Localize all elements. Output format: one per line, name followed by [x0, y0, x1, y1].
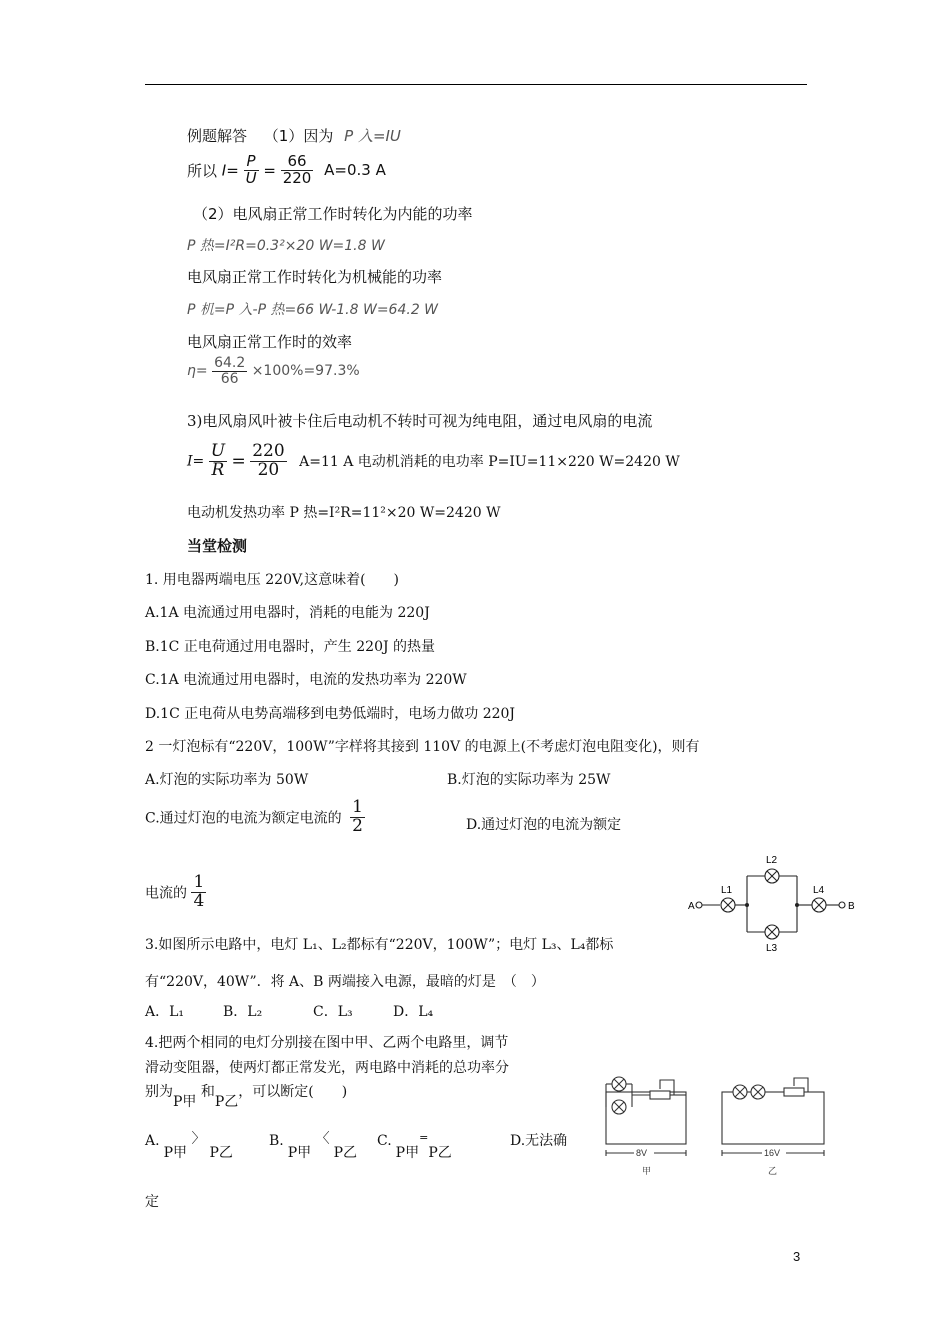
p-yi: P乙: [209, 1145, 233, 1161]
frac-denominator: 220: [282, 168, 312, 187]
q2-option-a: A.灯泡的实际功率为 50W: [145, 772, 309, 788]
q1-option-a: A.1A 电流通过用电器时，消耗的电能为 220J: [145, 605, 430, 621]
header-rule: [145, 84, 807, 85]
so-label: 所以: [187, 161, 218, 180]
frac-numerator: 66: [281, 154, 314, 171]
frac-denominator: U: [245, 168, 257, 187]
p-jia: P甲: [163, 1145, 187, 1161]
part3-result: A=11 A 电动机消耗的电功率 P=IU=11×220 W=2420 W: [299, 454, 680, 471]
fraction-220-over-20: [250, 443, 286, 480]
frac-denominator: R: [211, 459, 225, 480]
rheostat-jia-icon: [650, 1091, 670, 1099]
label-yi: 乙: [768, 1166, 778, 1176]
terminal-a: [696, 902, 702, 908]
label-l1: L1: [721, 885, 733, 896]
q4-line3-suffix: ，可以断定( ): [238, 1084, 348, 1100]
p-jia: P甲: [395, 1145, 420, 1161]
label-l4: L4: [813, 885, 825, 896]
frac-numerator: 220: [252, 441, 285, 461]
label-l3: L3: [766, 943, 778, 954]
q3-option-a: A．L₁: [145, 1004, 185, 1020]
frac-numerator: 1: [352, 797, 363, 817]
page-number: 3: [793, 1249, 801, 1264]
rheostat-yi-icon: [784, 1088, 804, 1096]
q4-line3-prefix: 别为: [145, 1084, 173, 1100]
q2-option-b: B.灯泡的实际功率为 25W: [447, 772, 611, 788]
i-prefix: I=: [221, 161, 239, 180]
heat-power-text: 电动机发热功率 P 热=I²R=11²×20 W=2420 W: [187, 505, 501, 521]
q4-option-b-label: B.: [269, 1133, 284, 1149]
q1-option-b: B.1C 正电荷通过用电器时，产生 220J 的热量: [145, 639, 436, 655]
q4-option-c: [377, 1130, 452, 1161]
relation-equal: =: [419, 1131, 429, 1144]
p-jia: P甲: [173, 1094, 197, 1110]
q2-option-c: [145, 799, 365, 836]
section-title: 当堂检测: [187, 537, 248, 555]
fraction-p-over-u: [244, 154, 259, 187]
answers-heading: 例题解答: [187, 127, 248, 145]
p-yi: P乙: [428, 1145, 452, 1161]
frac-denominator: 66: [220, 370, 239, 387]
i3-prefix: I=: [187, 453, 205, 470]
p-jia: P甲: [287, 1145, 312, 1161]
q4-stem-line2: 滑动变阻器，使两灯都正常发光，两电路中消耗的总功率分: [145, 1060, 509, 1076]
q4-option-d-continued: 定: [145, 1194, 159, 1210]
q3-option-b: B．L₂: [223, 1004, 263, 1020]
label-b: B: [848, 901, 855, 912]
eta-prefix: η=: [187, 363, 208, 380]
q2-stem: 2 一灯泡标有“220V，100W”字样将其接到 110V 的电源上(不考虑灯泡电阻变化)，则有: [145, 739, 700, 755]
q4-option-c-label: C.: [377, 1133, 392, 1149]
q1-option-c: C.1A 电流通过用电器时，电流的发热功率为 220W: [145, 672, 467, 688]
label-jia: 甲: [642, 1166, 652, 1176]
q2-option-d-continued: [145, 874, 206, 911]
relation-greater: 〉: [191, 1131, 206, 1147]
mech-power-title: 电风扇正常工作时转化为机械能的功率: [187, 268, 443, 286]
q2-option-d-cont-text: 电流的: [145, 885, 187, 902]
fraction-one-quarter: [191, 874, 206, 911]
part1-intro: （1）因为: [263, 127, 334, 145]
q4-stem-line1: 4.把两个相同的电灯分别接在图中甲、乙两个电路里，调节: [145, 1035, 509, 1051]
frac-denominator: 2: [352, 815, 363, 836]
label-l2: L2: [766, 855, 778, 866]
fraction-one-half: [350, 799, 365, 836]
part3-equation: I= $\frac{U}{R}$ = $\frac{220}{20}$ A=11 A 电动机消耗的电功率 P=IU=11×220 W=2420 W: [187, 441, 680, 480]
label-a: A: [688, 901, 695, 912]
q3-circuit-diagram: [683, 848, 855, 956]
frac-numerator: P: [244, 154, 259, 171]
heat-power-equation: P 热=I²R=0.3²×20 W=1.8 W: [187, 238, 385, 254]
current-result: A=0.3 A: [324, 161, 386, 180]
q3-option-c: C．L₃: [313, 1004, 353, 1020]
frac-numerator: U: [210, 441, 226, 461]
q3-stem-line2: 有“220V，40W”．将 A、B 两端接入电源，最暗的灯是 （ ）: [145, 974, 545, 990]
p-in-equation: P 入=IU: [344, 127, 401, 145]
frac-numerator: 64.2: [214, 355, 246, 371]
fraction-66-over-220: [281, 154, 314, 187]
q4-option-a: [145, 1130, 233, 1161]
efficiency-equation: [187, 356, 360, 386]
frac-numerator: 1: [193, 872, 205, 892]
q4-stem-line3: [145, 1081, 348, 1110]
q2-option-d: D.通过灯泡的电流为额定: [466, 817, 622, 833]
p-yi: P乙: [333, 1145, 358, 1161]
fraction-eta: [212, 356, 247, 386]
q4-option-d: D.无法确: [510, 1133, 568, 1149]
q3-option-d: D．L₄: [393, 1004, 434, 1020]
label-16v: 16V: [764, 1148, 781, 1158]
q3-stem-line1: 3.如图所示电路中，电灯 L₁、L₂都标有“220V，100W”；电灯 L₃、L₄都标: [145, 937, 614, 953]
current-equation: 所以 I= $\frac{P}{U}$ = $\frac{66}{220}$ A=0.3 A: [187, 152, 386, 187]
p-yi: P乙: [214, 1094, 239, 1110]
q1-option-d: D.1C 正电荷从电势高端移到电势低端时，电场力做功 220J: [145, 706, 516, 722]
q1-stem: 1. 用电器两端电压 220V,这意味着( ): [145, 572, 400, 588]
eta-result: ×100%=97.3%: [251, 363, 360, 380]
part3-text: 3)电风扇风叶被卡住后电动机不转时可视为纯电阻，通过电风扇的电流: [187, 412, 653, 430]
part2-title: （2）电风扇正常工作时转化为内能的功率: [193, 205, 473, 223]
relation-less: 〈: [315, 1131, 330, 1147]
circuit-yi-frame: [722, 1092, 824, 1144]
frac-denominator: 20: [257, 459, 280, 480]
q4-and: 和: [200, 1084, 215, 1100]
frac-denominator: 4: [193, 890, 205, 911]
mech-power-equation: P 机=P 入-P 热=66 W-1.8 W=64.2 W: [187, 302, 439, 318]
q2-option-c-text: C.通过灯泡的电流为额定电流的: [145, 810, 342, 827]
label-8v: 8V: [636, 1148, 648, 1158]
answers-heading-line: [187, 125, 401, 146]
q4-option-b: [269, 1130, 358, 1161]
efficiency-title: 电风扇正常工作时的效率: [187, 333, 353, 351]
fraction-u-over-r: [209, 443, 227, 480]
terminal-b: [839, 902, 845, 908]
q4-option-a-label: A.: [145, 1133, 160, 1149]
q4-circuit-diagrams: [598, 1070, 836, 1180]
